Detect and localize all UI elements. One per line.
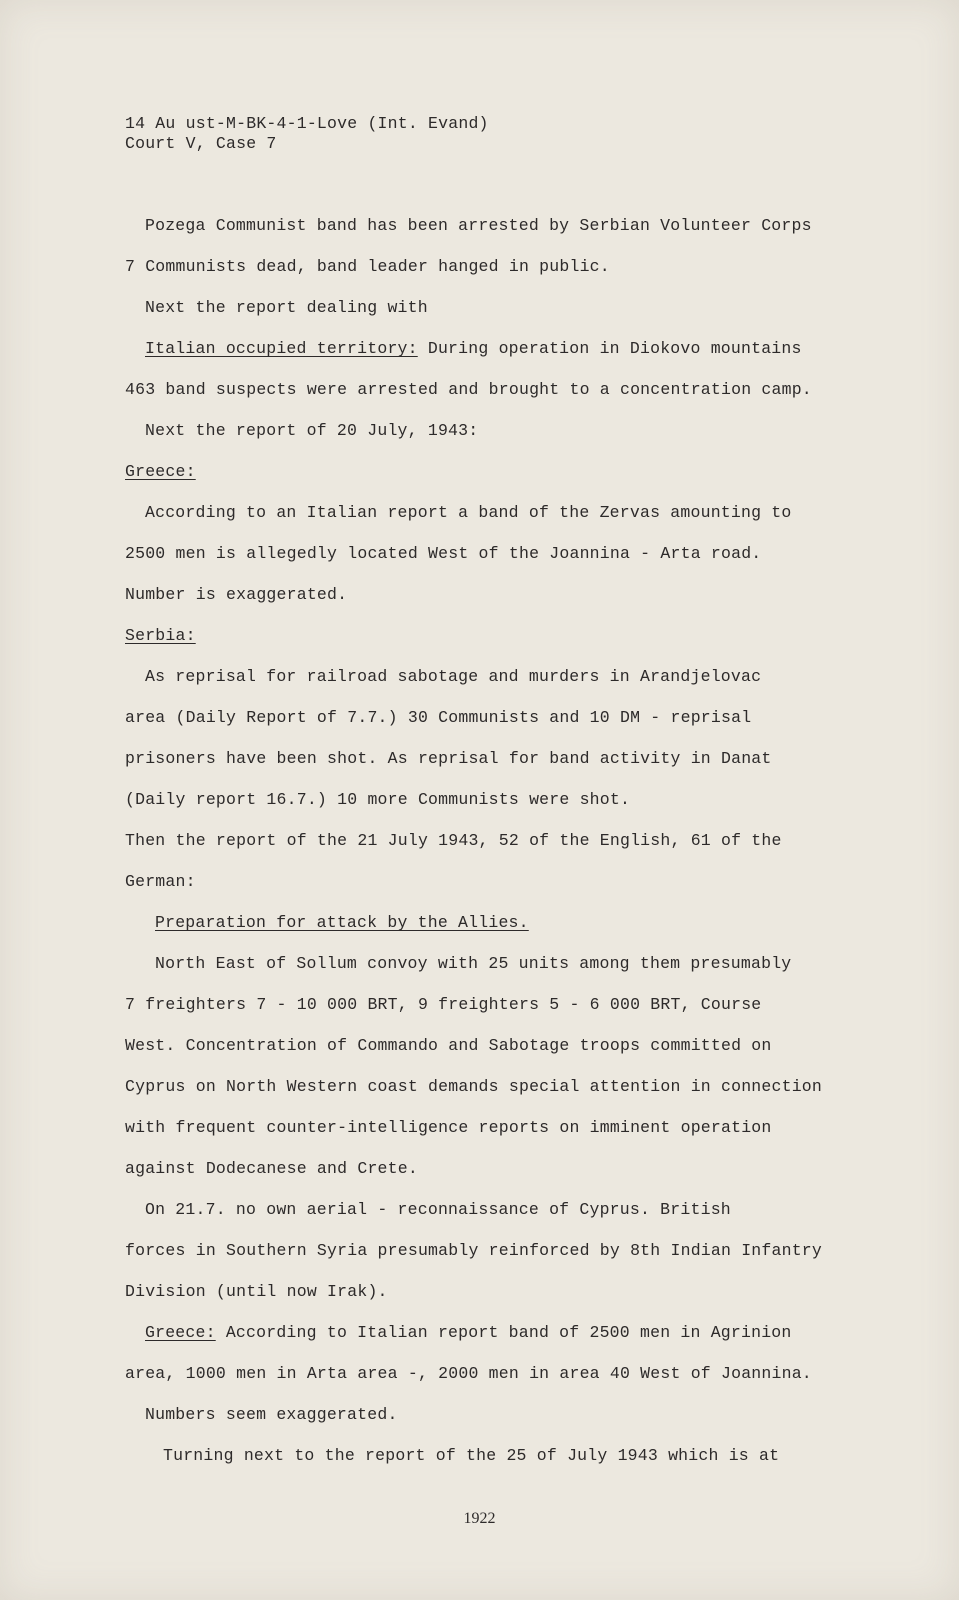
body-line: West. Concentration of Commando and Sabotage troops committed on — [125, 1036, 772, 1055]
body-line: 7 Communists dead, band leader hanged in public. — [125, 257, 610, 276]
section-heading: Greece: — [145, 1323, 216, 1342]
header-line-2: Court V, Case 7 — [125, 134, 277, 153]
body-line: Cyprus on North Western coast demands special attention in connection — [125, 1077, 823, 1096]
body-line: forces in Southern Syria presumably reinforced by 8th Indian Infantry — [125, 1241, 823, 1260]
body-line: (Daily report 16.7.) 10 more Communists were shot. — [125, 790, 631, 809]
body-line: According to an Italian report a band of the Zervas amounting to — [145, 503, 792, 522]
section-heading: Greece: — [125, 462, 196, 481]
body-line: Next the report of 20 July, 1943: — [145, 421, 479, 440]
body-line: Pozega Communist band has been arrested by Serbian Volunteer Corps — [145, 216, 812, 235]
body-line: against Dodecanese and Crete. — [125, 1159, 418, 1178]
body-line: North East of Sollum convoy with 25 units among them presumably — [155, 954, 792, 973]
body-line: As reprisal for railroad sabotage and murders in Arandjelovac — [145, 667, 762, 686]
body-line: On 21.7. no own aerial - reconnaissance of Cyprus. British — [145, 1200, 731, 1219]
body-line: 7 freighters 7 - 10 000 BRT, 9 freighters 5 - 6 000 BRT, Course — [125, 995, 762, 1014]
header-line-1: 14 Au ust-M-BK-4-1-Love (Int. Evand) — [125, 114, 489, 133]
body-line: with frequent counter-intelligence reports on imminent operation — [125, 1118, 772, 1137]
body-line: Italian occupied territory: During operation in Diokovo mountains — [145, 339, 802, 358]
body-line — [155, 913, 529, 932]
section-heading: Italian occupied territory: — [145, 339, 418, 358]
body-line: Numbers seem exaggerated. — [145, 1405, 398, 1424]
body-line: Division (until now Irak). — [125, 1282, 388, 1301]
body-line: prisoners have been shot. As reprisal for band activity in Danat — [125, 749, 772, 768]
section-heading: Serbia: — [125, 626, 196, 645]
body-line: Number is exaggerated. — [125, 585, 348, 604]
body-line — [125, 462, 196, 481]
body-line: area (Daily Report of 7.7.) 30 Communists and 10 DM - reprisal — [125, 708, 752, 727]
body-line: 2500 men is allegedly located West of the Joannina - Arta road. — [125, 544, 762, 563]
body-line: area, 1000 men in Arta area -, 2000 men in area 40 West of Joannina. — [125, 1364, 812, 1383]
page-number: 1922 — [463, 1510, 496, 1527]
body-line: Next the report dealing with — [145, 298, 428, 317]
body-line: Then the report of the 21 July 1943, 52 of the English, 61 of the — [125, 831, 782, 850]
section-heading: Preparation for attack by the Allies. — [155, 913, 529, 932]
body-line: Greece: According to Italian report band of 2500 men in Agrinion — [145, 1323, 792, 1342]
body-line: Turning next to the report of the 25 of July 1943 which is at — [163, 1446, 780, 1465]
body-line: 463 band suspects were arrested and brought to a concentration camp. — [125, 380, 812, 399]
body-line: German: — [125, 872, 196, 891]
body-line — [125, 626, 196, 645]
